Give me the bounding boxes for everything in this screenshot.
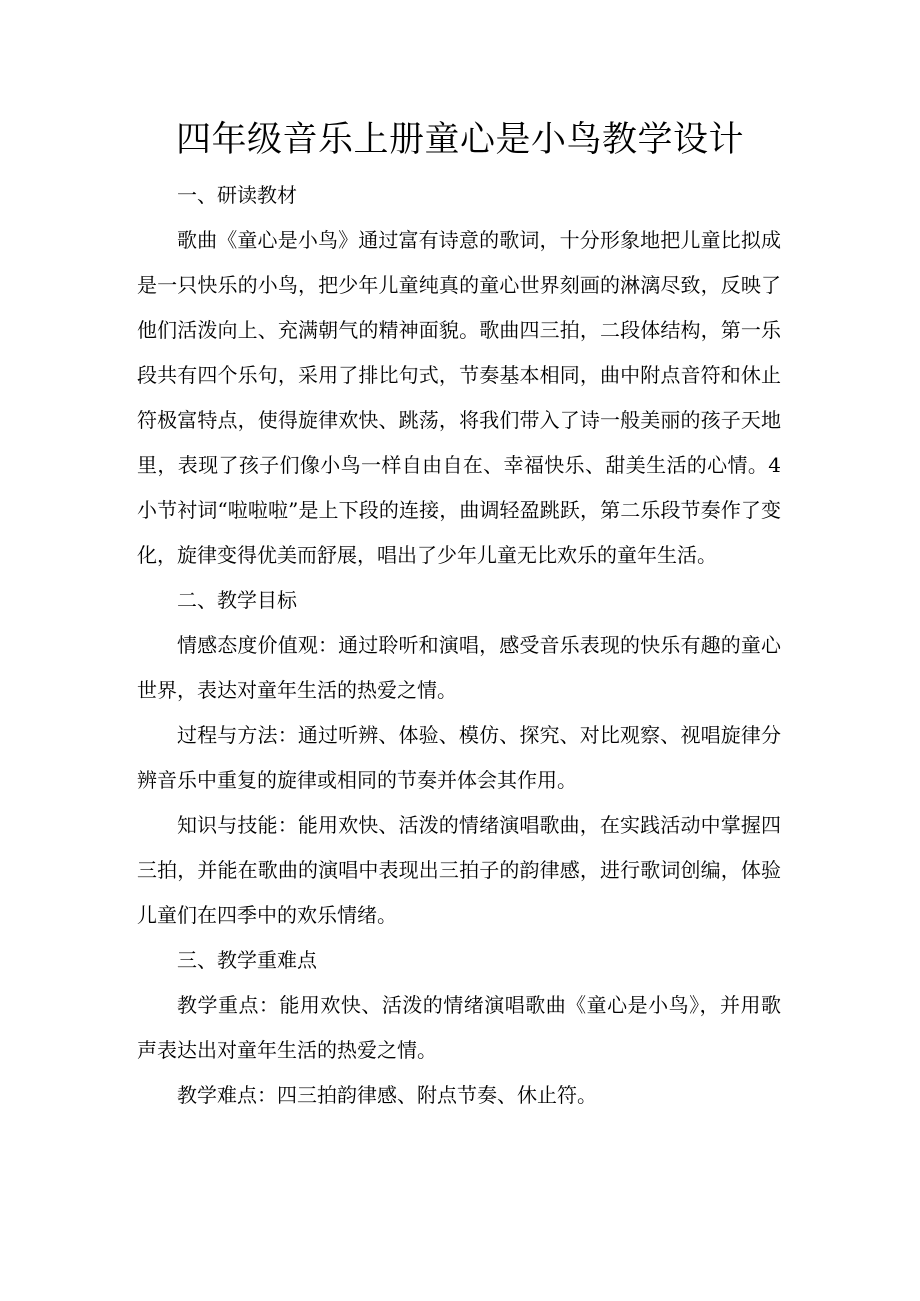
document-body bbox=[137, 173, 781, 1118]
section-heading-key-difficult-points: 三、教学重难点 bbox=[177, 948, 317, 972]
document-title: 四年级音乐上册童心是小鸟教学设计 bbox=[175, 120, 744, 160]
paragraph-key-point: 教学重点：能用欢快、活泼的情绪演唱歌曲《童心是小鸟》，并用歌声表达出对童年生活的热爱之情。 bbox=[137, 993, 781, 1062]
section-heading-study-material: 一、研读教材 bbox=[177, 183, 297, 207]
paragraph-difficult-point: 教学难点：四三拍韵律感、附点节奏、休止符。 bbox=[177, 1083, 597, 1107]
paragraph-song-analysis: 歌曲《童心是小鸟》通过富有诗意的歌词，十分形象地把儿童比拟成是一只快乐的小鸟，把少年儿童纯真的童心世界刻画的淋漓尽致，反映了他们活泼向上、充满朝气的精神面貌。歌曲四三拍，二段体结构，第一乐段共有四个乐句，采用了排比句式，节奏基本相同，曲中附点音符和休止符极富特点，使得旋律欢快、跳荡，将我们带入了诗一般美丽的孩子天地里，表现了孩子们像小鸟一样自由自在、幸福快乐、甜美生活的心情。4小节衬词“啦啦啦”是上下段的连接，曲调轻盈跳跃，第二乐段节奏作了变化，旋律变得优美而舒展，唱出了少年儿童无比欢乐的童年生活。 bbox=[137, 228, 781, 567]
section-heading-teaching-goals: 二、教学目标 bbox=[177, 588, 297, 612]
paragraph-process-method-goal: 过程与方法：通过听辨、体验、模仿、探究、对比观察、视唱旋律分辨音乐中重复的旋律或相同的节奏并体会其作用。 bbox=[137, 723, 781, 792]
paragraph-emotion-goal: 情感态度价值观：通过聆听和演唱，感受音乐表现的快乐有趣的童心世界，表达对童年生活的热爱之情。 bbox=[137, 633, 781, 702]
paragraph-knowledge-skill-goal: 知识与技能：能用欢快、活泼的情绪演唱歌曲，在实践活动中掌握四三拍，并能在歌曲的演唱中表现出三拍子的韵律感，进行歌词创编，体验儿童们在四季中的欢乐情绪。 bbox=[137, 813, 781, 927]
